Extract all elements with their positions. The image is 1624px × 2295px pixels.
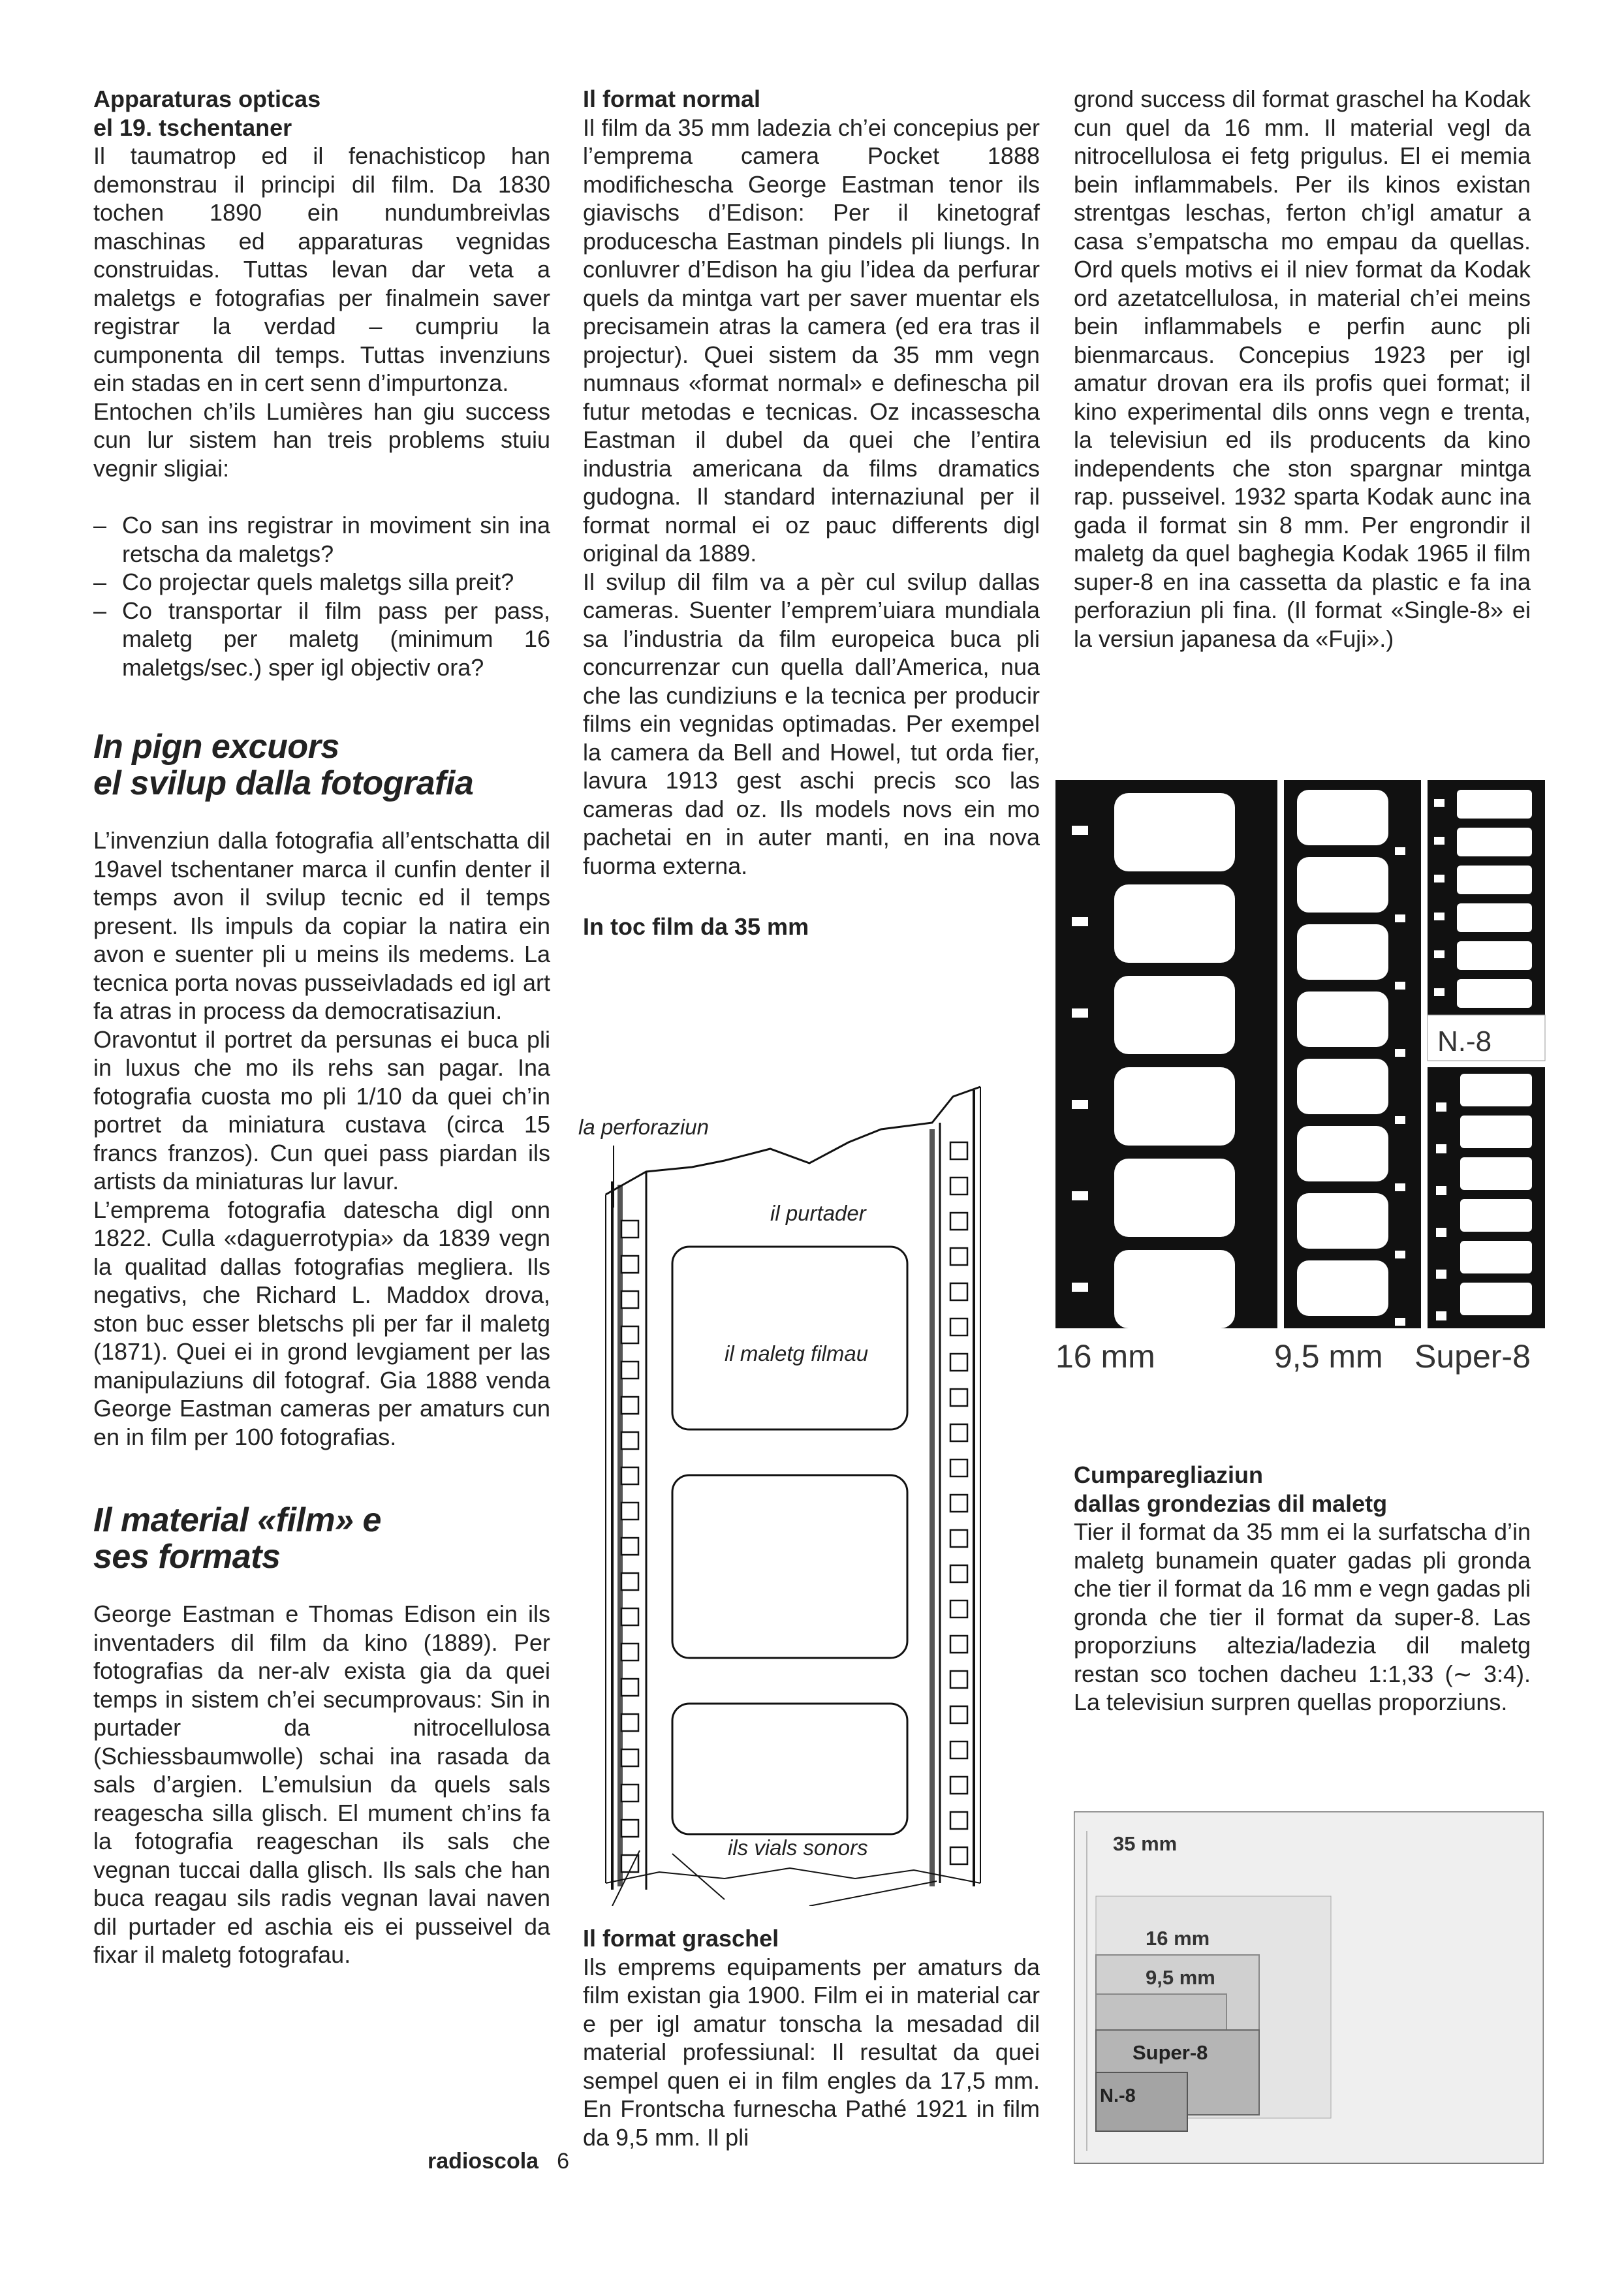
section-title-photography-line1: In pign excuors: [93, 728, 339, 766]
perforation-hole: [1434, 988, 1444, 996]
section-title-film-line1: Il material «film» e: [93, 1501, 381, 1539]
perforation-hole: [1395, 982, 1405, 990]
size-label-16mm: 16 mm: [1146, 1927, 1210, 1950]
strip-label-9-5mm: 9,5 mm: [1274, 1338, 1383, 1375]
film-frame: [1297, 991, 1388, 1047]
film-frame: [1457, 790, 1532, 819]
frame-size-comparison-illustration: [1074, 1811, 1544, 2164]
perforation-hole: [950, 1460, 967, 1476]
intro-paragraph-2: Entochen ch’ils Lumières han giu success cun lur sistem han treis problems stuiu vegnir sligiai:: [93, 398, 550, 482]
strip-label-super-8: Super-8: [1414, 1338, 1531, 1375]
normal-format-paragraph: Il film da 35 mm ladezia ch’ei concepius per l’emprema camera Pocket 1888 modifichescha George Eastman tenor ils giavischs d’Edison: Per il kinetograf producescha Eastman pindels pli liungs. In conluvrer d’Edison ha giu l’idea da perfurar quels da mintga vart per saver muentar els precisamein atras la camera (ed era tras il projectur). Quei sistem da 35 mm vegn numnaus «format normal» e definescha pil futur metodas e tecnicas. Oz incassescha Eastman il dubel da quei che l’entira industria americana da films dramatics gudogna. Il standard internaziunal per il format normal ei oz pauc differents digl original da 1889.: [583, 114, 1040, 567]
perforation-hole: [621, 1644, 638, 1661]
intro-paragraph: Il taumatrop ed il fenachisticop han demonstrau il principi dil film. Da 1830 tochen 1890 ein nundumbreivlas maschinas ed apparaturas vegnidas construidas. Tuttas levan dar veta a maletgs e fotografias per finalmein saver registrar la verdad – cumpriu la cumponenta dil temps. Tuttas invenziuns ein stadas en in cert senn d’impurtonza.: [93, 142, 550, 396]
perforation-hole: [950, 1319, 967, 1335]
perforation-hole: [950, 1424, 967, 1441]
perforation-hole: [950, 1600, 967, 1617]
section-title-film-line2: ses formats: [93, 1538, 281, 1576]
perforation-hole: [1072, 1191, 1088, 1200]
strip-n8: [1428, 1067, 1545, 1328]
perforation-hole: [1072, 826, 1088, 835]
film-frame: [1460, 1241, 1532, 1273]
film-frame: [1457, 866, 1532, 894]
film-figure-heading: In toc film da 35 mm: [583, 913, 809, 940]
perforation-hole: [1434, 875, 1444, 882]
film-frame: [1114, 1159, 1235, 1237]
page-number: 6: [557, 2149, 569, 2174]
size-label-35mm: 35 mm: [1113, 1832, 1178, 1855]
perforation-hole: [950, 1213, 967, 1230]
photography-paragraph: Oravontut il portret da persunas ei buca pli in luxus che mo ils rehs san pagar. Ina fotografia cuosta mo pli 1/10 da quei ch’in portret da miniatura custava (circa 15 francs franzos). Cun quei pass piardan ils artists da miniaturas lur lavur.: [93, 1025, 550, 1194]
film-strip-35mm-illustration: [574, 1051, 1044, 1906]
perforation-hole: [621, 1362, 638, 1379]
size-label-9-5mm: 9,5 mm: [1146, 1966, 1215, 1989]
film-frame: [1114, 793, 1235, 871]
perforation-hole: [950, 1812, 967, 1829]
perforation-hole: [950, 1706, 967, 1723]
n8-label: N.-8: [1437, 1025, 1492, 1057]
perforation-hole: [1436, 1270, 1446, 1279]
normal-format-heading: Il format normal: [583, 86, 761, 112]
comparison-text: [1074, 1461, 1531, 1717]
perforation-hole: [621, 1820, 638, 1837]
publication-name: radioscola: [428, 2149, 539, 2174]
perforation-hole: [1395, 1116, 1405, 1124]
perforation-hole: [1395, 1318, 1405, 1326]
soundtracks-label: ils vials sonors: [728, 1835, 868, 1860]
perforation-hole: [1395, 1251, 1405, 1258]
strip-9-5mm: [1284, 780, 1421, 1328]
perforation-hole: [950, 1847, 967, 1864]
base-label: il purtader: [770, 1201, 866, 1225]
perforation-hole: [950, 1248, 967, 1265]
perforation-hole: [1436, 1102, 1446, 1112]
column-1: [93, 85, 550, 1969]
film-frame: [1460, 1199, 1532, 1232]
comparison-paragraph: Tier il format da 35 mm ei la surfatscha d’in maletg bunamein quater gadas pli gronda che tier il format da 16 mm e vegn gadas pli gronda che tier il format da super-8. Las proporziuns altezia/ladezia dil maletg restan sco tochen dacheu 1:1,33 (∼ 3:4). La televisiun surpren quellas proporziuns.: [1074, 1518, 1531, 1715]
film-frame: [1297, 1059, 1388, 1114]
column-2-lower: [583, 1924, 1040, 2151]
film-material-paragraph: George Eastman e Thomas Edison ein ils inventaders dil film da kino (1889). Per fotografias da ner-alv exista gia da quei temps in sistem ch’ei secumprovaus: Sin in purtader da nitrocellulosa (Schiessbaumwolle) schai ina rasada da sals d’argien. L’emulsiun da quels sals reagescha silla glisch. El mument ch’ins fa la fotografia reageschan ils sals che vegnan tuccai dalla glisch. Ils sals che han buca reagau sils radis vegnan lavai naven dil purtader ed aschia eis ei pusseivel da fixar il maletg fotografau.: [93, 1600, 550, 1968]
film-frame: [1460, 1157, 1532, 1190]
film-frame: [1457, 979, 1532, 1008]
normal-format-paragraph-2: Il svilup dil film va a pèr cul svilup dallas cameras. Suenter l’emprem’uiara mundiala sa l’industria da film europeica buca pli concurrenzar cun quella dall’America, nua che las cundiziuns e la tecnica per producir films ein vegnidas optimadas. Per exempel la camera da Bell and Howel, tut orda fier, lavura 1913 gest aschi precis sco las cameras dad oz. Ils models novs ein mo pachetai en in auter manti, en ina nova fuorma externa.: [583, 568, 1040, 879]
size-label-super-8: Super-8: [1132, 2041, 1208, 2064]
perforation-hole: [621, 1749, 638, 1766]
list-item: – Co san ins registrar in moviment sin ina retscha da maletgs?: [93, 511, 550, 568]
perforation-hole: [1072, 1100, 1088, 1109]
page-footer: [428, 2149, 569, 2174]
large-format-paragraph: Ils emprems equipaments per amaturs da film existan gia 1900. Film ei in material car e per igl amatur tonscha la mesadad dil material professiunal: Il resultat da quei sempel quen ei in film engles da 17,5 mm. En Frontscha furnescha Pathé 1921 in film da 9,5 mm. Il pli: [583, 1953, 1040, 2151]
column-2: [583, 85, 1040, 941]
perforation-hole: [1434, 913, 1444, 920]
perforation-hole: [950, 1389, 967, 1406]
perforation-hole: [1436, 1144, 1446, 1153]
perforation-hole: [621, 1785, 638, 1802]
film-frame: [1460, 1116, 1532, 1148]
film-frame: [1297, 924, 1388, 980]
perforation-hole: [1395, 914, 1405, 922]
frame-label: il maletg filmau: [725, 1341, 869, 1366]
perforation-hole: [950, 1671, 967, 1688]
film-frame: [1297, 1193, 1388, 1249]
perforation-hole: [1434, 799, 1444, 807]
perforation-hole: [1072, 1283, 1088, 1292]
perforation-hole: [950, 1777, 967, 1794]
perforation-hole: [950, 1636, 967, 1653]
film-frame: [1114, 1250, 1235, 1328]
perforation-hole: [950, 1741, 967, 1758]
perforation-hole: [1434, 950, 1444, 958]
format-continuation-paragraph: grond success dil format graschel ha Kodak cun quel da 16 mm. Il material vegl da nitrocellulosa ei fetg prigulus. El ei memia bein inflammabels. Per ils kinos existan strentgas leschas, ferton ch’igl amatur a casa s’empatscha mo empau da quellas. Ord quels motivs ei il niev format da Kodak ord azetatcellulosa, in material ch’ei meins bein inflammabels e perfin aunc pli bienmarcaus. Concepius 1923 per igl amatur drovan era ils profis quei format; il kino experimental dils onns vegn e trenta, la televisiun ed ils producents da kino independents che ston spargnar mintga rap. pusseivel. 1932 sparta Kodak aunc ina gada il format sin 8 mm. Per engrondir il maletg da quel baghegia Kodak 1965 il film super-8 en ina cassetta da plastic e fa ina perforaziun pli fina. (Il format «Single-8» ei la versiun japanesa da «Fuji».): [1074, 86, 1531, 652]
perforation-hole: [1395, 847, 1405, 855]
perforation-hole: [1395, 1049, 1405, 1057]
strip-label-16mm: 16 mm: [1055, 1338, 1155, 1375]
intro-heading-line1: Apparaturas opticas: [93, 86, 321, 112]
perforation-hole: [950, 1565, 967, 1582]
column-3: [1074, 85, 1531, 653]
perforation-label: la perforaziun: [578, 1115, 709, 1139]
strip-super-8: [1428, 780, 1545, 1015]
strip-16mm: [1055, 780, 1277, 1328]
large-format-heading: Il format graschel: [583, 1925, 779, 1952]
list-item: – Co transportar il film pass per pass, maletg per maletg (minimum 16 maletgs/sec.) sper igl objectiv ora?: [93, 597, 550, 682]
perforation-hole: [621, 1608, 638, 1625]
perforation-hole: [1434, 837, 1444, 845]
perforation-hole: [621, 1573, 638, 1590]
perforation-hole: [1395, 1183, 1405, 1191]
perforation-hole: [621, 1538, 638, 1555]
perforation-hole: [621, 1221, 638, 1238]
perforation-hole: [950, 1142, 967, 1159]
problems-list: [93, 511, 550, 681]
photography-paragraph: L’invenziun dalla fotografia all’entschatta dil 19avel tschentaner marca il cunfin denter il temps avon il svilup tecnic ed il temps present. Ils impuls da copiar la natira ein avon e suenter pli u meins ils medems. La tecnica porta novas pusseivladads ed igl art fa atras in process da democratisaziun.: [93, 827, 550, 1024]
perforation-hole: [950, 1354, 967, 1371]
comparison-heading-line2: dallas grondezias dil maletg: [1074, 1490, 1388, 1517]
film-frame: [1114, 884, 1235, 963]
perforation-hole: [621, 1326, 638, 1343]
perforation-hole: [1072, 917, 1088, 926]
perforation-hole: [1436, 1186, 1446, 1195]
film-frame: [1460, 1074, 1532, 1106]
perforation-hole: [621, 1397, 638, 1414]
film-frame: [1297, 790, 1388, 845]
film-frame: [1457, 941, 1532, 970]
perforation-hole: [621, 1291, 638, 1308]
film-frame: [1297, 1260, 1388, 1316]
perforation-hole: [950, 1178, 967, 1194]
perforations-right: [950, 1142, 967, 1864]
perforation-hole: [621, 1679, 638, 1696]
size-label-n8: N.-8: [1100, 2085, 1136, 2106]
perforation-hole: [621, 1256, 638, 1273]
perforation-hole: [1072, 1008, 1088, 1018]
perforation-hole: [1436, 1228, 1446, 1237]
perforation-hole: [950, 1495, 967, 1512]
comparison-heading-line1: Cumparegliaziun: [1074, 1461, 1264, 1488]
film-frame: [1297, 1126, 1388, 1181]
intro-heading-line2: el 19. tschentaner: [93, 114, 292, 141]
section-title-photography-line2: el svilup dalla fotografia: [93, 764, 474, 802]
photography-paragraph: L’emprema fotografia datescha digl onn 1822. Culla «daguerrotypia» da 1839 vegn la qualitad dallas fotografias megliera. Ils negativs, che Richard L. Maddox drova, ston buc esser bletschs pli per far il maletg (1871). Quei ei in grond levgiament per las manipulaziuns dil fotograf. Gia 1888 venda George Eastman cameras per amaturs cun en in film per 100 fotografias.: [93, 1196, 550, 1450]
perforation-hole: [621, 1714, 638, 1731]
perforation-hole: [1436, 1311, 1446, 1320]
perforation-hole: [621, 1503, 638, 1520]
film-frame: [1457, 903, 1532, 932]
film-frame: [1114, 976, 1235, 1054]
perforation-hole: [621, 1467, 638, 1484]
film-frame: [1457, 828, 1532, 856]
film-frame: [1297, 857, 1388, 913]
perforation-hole: [950, 1530, 967, 1547]
film-gauge-strips-photo: [1052, 780, 1548, 1381]
list-item: – Co projectar quels maletgs silla preit?: [93, 568, 550, 597]
film-frame: [1114, 1067, 1235, 1146]
film-frame: [1460, 1283, 1532, 1315]
perforation-hole: [621, 1432, 638, 1449]
perforation-hole: [950, 1283, 967, 1300]
